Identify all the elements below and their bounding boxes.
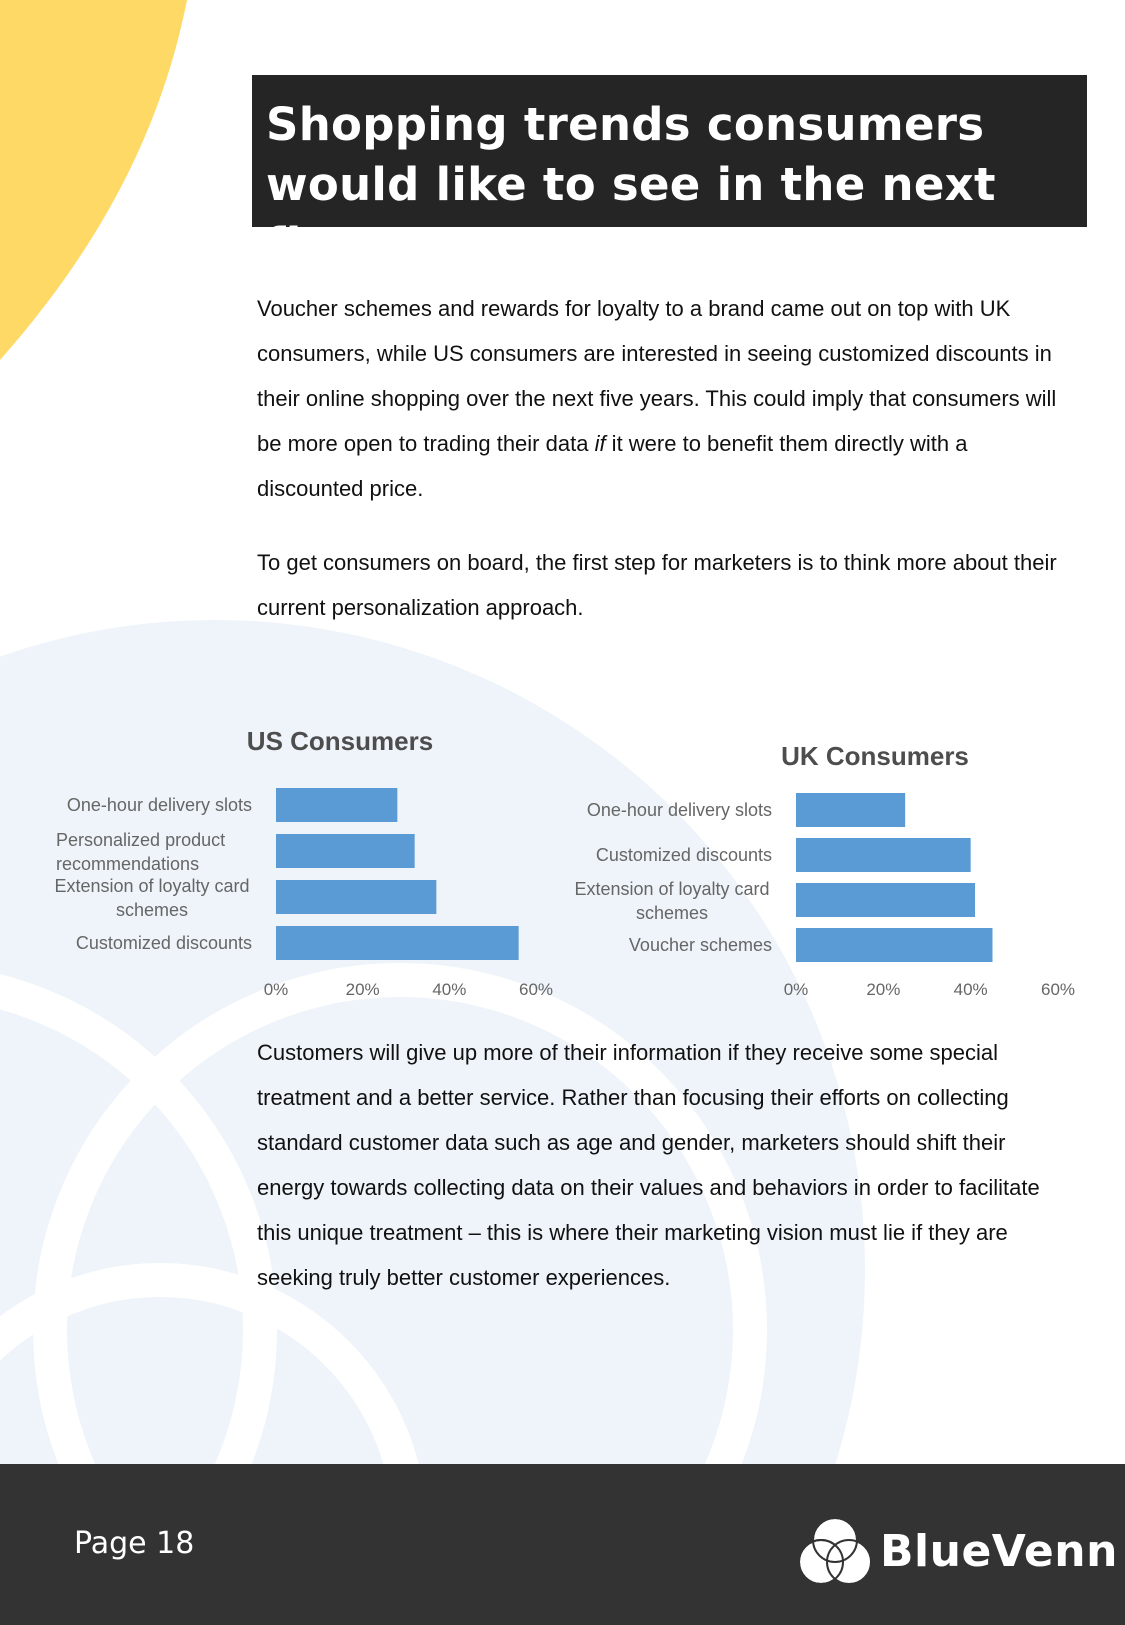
category-label: Extension of loyalty card schemes	[574, 879, 770, 923]
intro-paragraph	[257, 286, 1057, 511]
category-label: Extension of loyalty card schemes	[54, 876, 250, 920]
bar-extension-of-loyalty-card-schemes	[796, 883, 975, 917]
yellow-corner-shape	[0, 0, 187, 360]
intro-text-start: Voucher schemes and rewards for loyalty to a brand came out on top with UK consumers, while US consumers are interested in seeing customized discounts in their online shopping over the next five years. This could imply that consumers will be more open to trading their data	[257, 296, 1057, 456]
bluevenn-logo	[795, 1514, 1118, 1594]
category-label: Customized discounts	[75, 933, 252, 953]
closing-paragraph	[257, 1030, 1057, 1300]
venn-circles-icon	[795, 1514, 875, 1594]
page-number: Page 18	[74, 1526, 195, 1561]
tick-label: 60%	[518, 980, 554, 999]
category-label: Voucher schemes	[628, 935, 772, 955]
tick-label: 0%	[783, 980, 809, 999]
page-title: Shopping trends consumers would like to see in the next five years	[266, 98, 996, 271]
tick-label: 40%	[432, 980, 467, 999]
bar-one-hour-delivery-slots	[796, 793, 905, 827]
category-label: Personalized product recommendations	[56, 830, 226, 874]
tick-label: 40%	[953, 980, 988, 999]
category-label: One-hour delivery slots	[586, 800, 772, 820]
second-paragraph-text: To get consumers on board, the first step for marketers is to think more about their current personalization approach.	[257, 550, 1057, 620]
bar-personalized-product-recommendations	[276, 834, 415, 868]
second-paragraph	[257, 540, 1057, 630]
page-footer	[0, 1464, 1125, 1625]
tick-label: 60%	[1040, 980, 1076, 999]
tick-label: 20%	[345, 980, 380, 999]
us-consumers-chart	[0, 720, 580, 1010]
intro-text-end: it were to benefit them directly with a discounted price.	[257, 431, 968, 501]
uk-consumers-chart	[540, 725, 1100, 1015]
category-label: One-hour delivery slots	[66, 795, 252, 815]
brand-name: BlueVenn	[880, 1526, 1118, 1577]
chart-title: US Consumers	[246, 726, 434, 756]
bar-voucher-schemes	[796, 928, 993, 962]
closing-paragraph-text: Customers will give up more of their information if they receive some special treatment and a better service. Rather than focusing their efforts on collecting standard customer data such as age and gender, marketers should shift their energy towards collecting data on their values and behaviors in order to facilitate this unique treatment – this is where their marketing vision must lie if they are seeking truly better customer experiences.	[257, 1040, 1040, 1290]
intro-text-italic: if	[594, 431, 606, 456]
bar-extension-of-loyalty-card-schemes	[276, 880, 436, 914]
chart-title: UK Consumers	[781, 741, 969, 771]
bar-customized-discounts	[796, 838, 971, 872]
bar-one-hour-delivery-slots	[276, 788, 397, 822]
tick-label: 0%	[263, 980, 289, 999]
tick-label: 20%	[866, 980, 901, 999]
bar-customized-discounts	[276, 926, 519, 960]
category-label: Customized discounts	[595, 845, 772, 865]
title-banner	[252, 75, 1087, 271]
